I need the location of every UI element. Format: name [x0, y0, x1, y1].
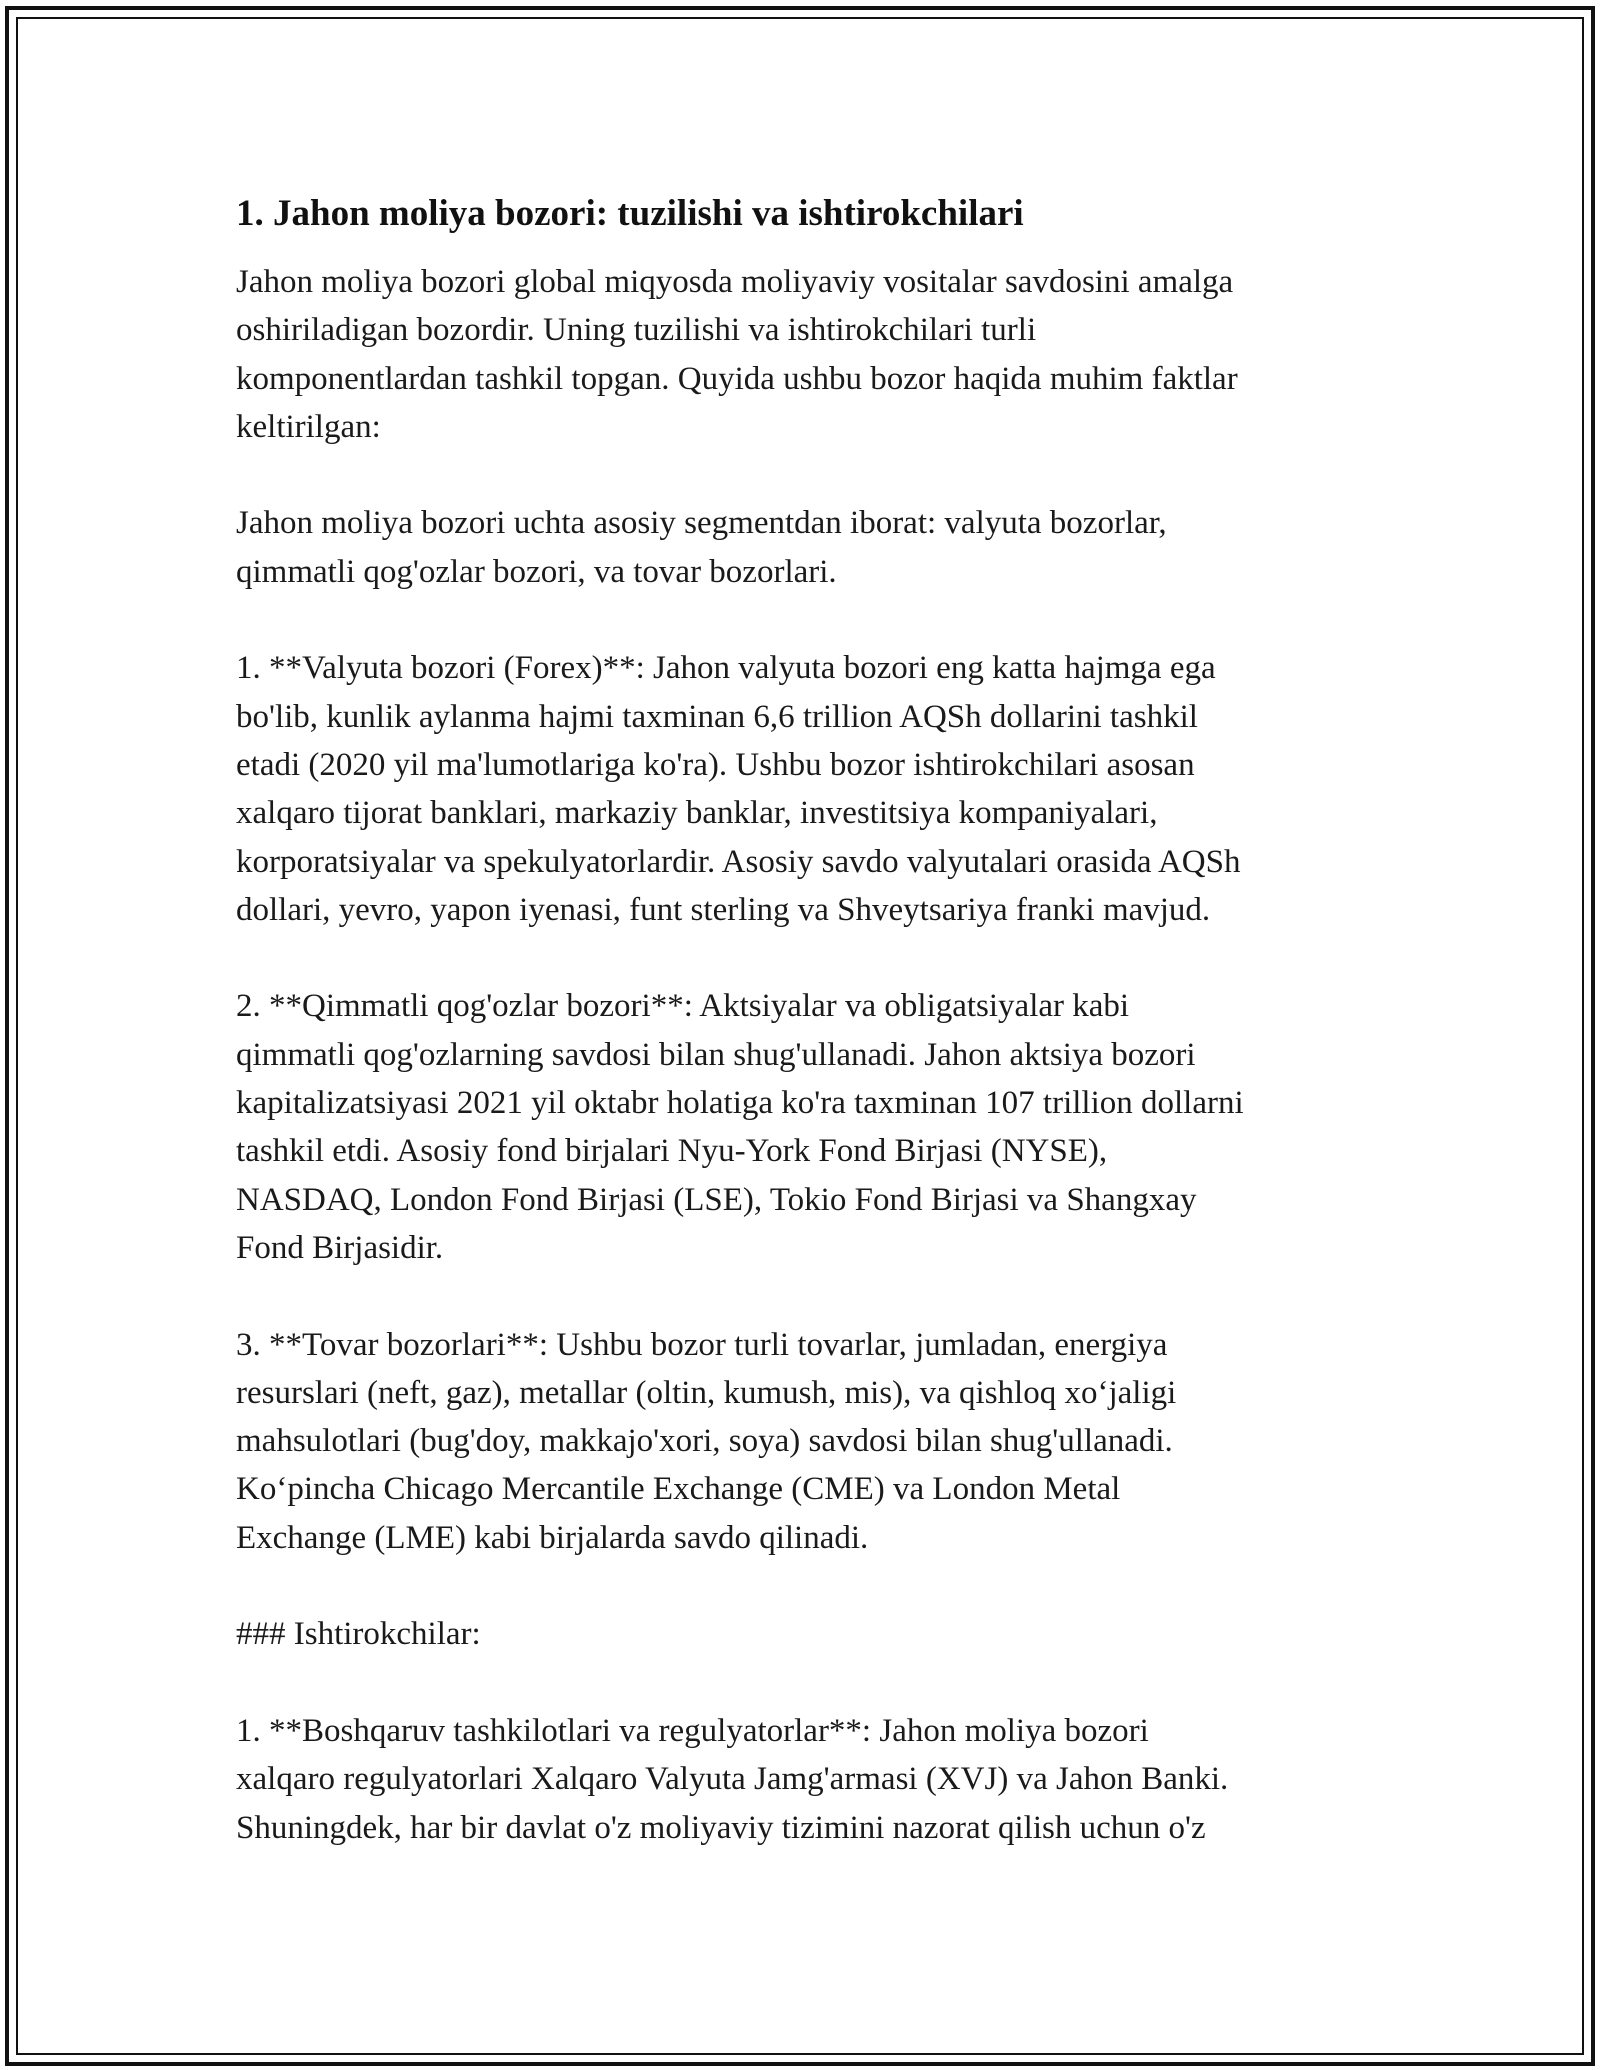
- forex-paragraph: 1. **Valyuta bozori (Forex)**: Jahon valyuta bozori eng katta hajmga ega bo'lib, kunlik aylanma hajmi taxminan 6,6 trillion AQSh dollarini tashkil etadi (2020 yil ma'lumotlariga ko'ra). Ushbu bozor ishtirokchilari asosan xalqaro tijorat banklari, markaziy banklar, investitsiya kompaniyalari, korporatsiyalar va spekulyatorlardir. Asosiy savdo valyutalari orasida AQSh dollari, yevro, yapon iyenasi, funt sterling va Shveytsariya franki mavjud.: [236, 650, 1241, 928]
- commodities-paragraph: 3. **Tovar bozorlari**: Ushbu bozor turli tovarlar, jumladan, energiya resurslari (neft, gaz), metallar (oltin, kumush, mis), va qishloq xo‘jaligi mahsulotlari (bug'doy, makkajo'xori, soya) savdosi bilan shug'ullanadi. Ko‘pincha Chicago Mercantile Exchange (CME) va London Metal Exchange (LME) kabi birjalarda savdo qilinadi.: [236, 1326, 1177, 1556]
- document-body: [236, 188, 1366, 1852]
- intro-paragraph: Jahon moliya bozori global miqyosda moliyaviy vositalar savdosini amalga oshiriladigan bozordir. Uning tuzilishi va ishtirokchilari turli komponentlardan tashkil topgan. Quyida ushbu bozor haqida muhim faktlar keltirilgan:: [236, 264, 1238, 445]
- regulators-paragraph: 1. **Boshqaruv tashkilotlari va regulyatorlar**: Jahon moliya bozori xalqaro regulyatorlari Xalqaro Valyuta Jamg'armasi (XVJ) va Jahon Banki. Shuningdek, har bir davlat o'z moliyaviy tizimini nazorat qilish uchun o'z: [236, 1712, 1229, 1846]
- securities-paragraph: 2. **Qimmatli qog'ozlar bozori**: Aktsiyalar va obligatsiyalar kabi qimmatli qog'ozlarning savdosi bilan shug'ullanadi. Jahon aktsiya bozori kapitalizatsiyasi 2021 yil oktabr holatiga ko'ra taxminan 107 trillion dollarni tashkil etdi. Asosiy fond birjalari Nyu-York Fond Birjasi (NYSE), NASDAQ, London Fond Birjasi (LSE), Tokio Fond Birjasi va Shangxay Fond Birjasidir.: [236, 988, 1244, 1266]
- segments-paragraph: Jahon moliya bozori uchta asosiy segmentdan iborat: valyuta bozorlar, qimmatli qog'ozlar bozori, va tovar bozorlari.: [236, 505, 1167, 590]
- document-title: 1. Jahon moliya bozori: tuzilishi va ishtirokchilari: [236, 193, 1024, 234]
- participants-heading: ### Ishtirokchilar:: [236, 1616, 481, 1653]
